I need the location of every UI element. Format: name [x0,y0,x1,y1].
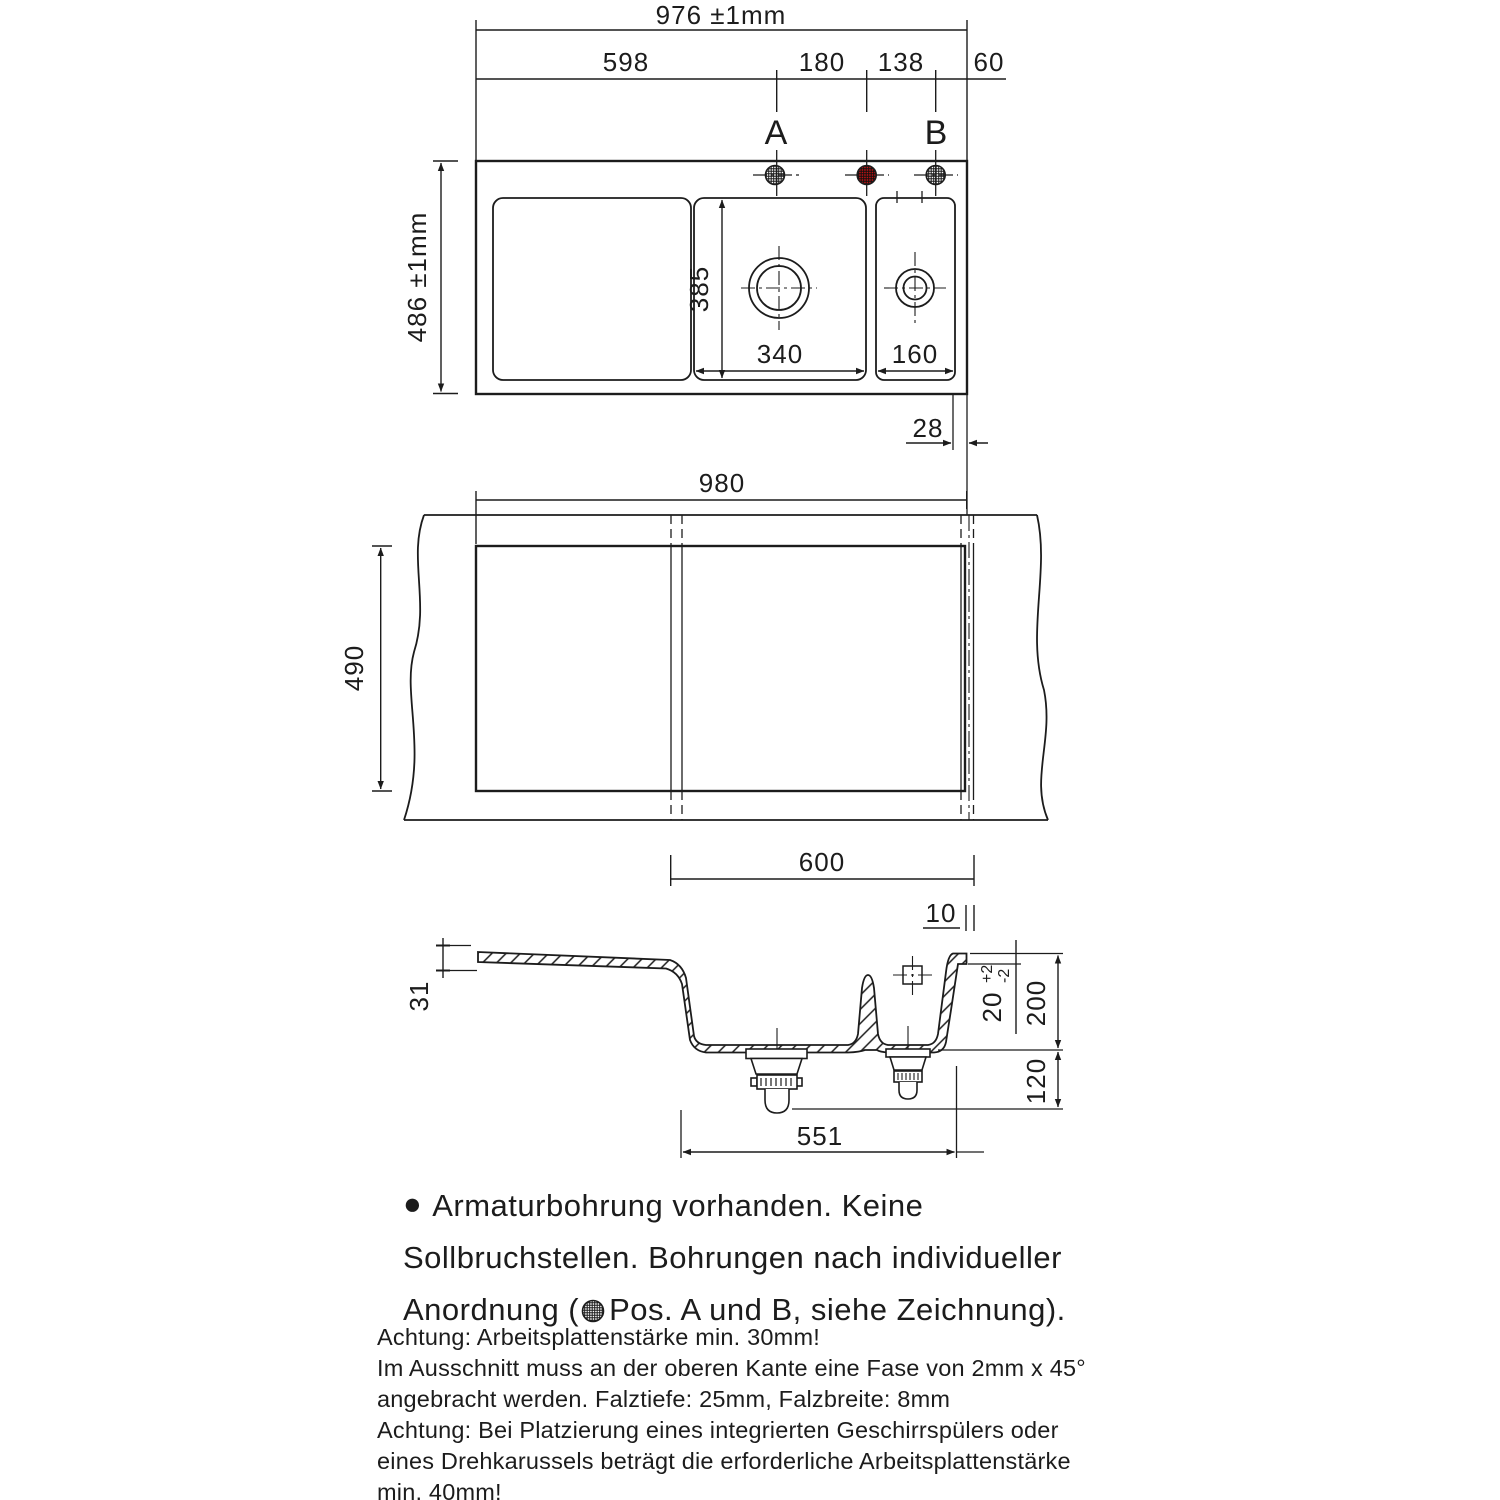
dim-180-text: 180 [798,47,846,77]
dim-31-text: 31 [404,980,434,1012]
notes-secondary [377,1322,1197,1500]
dim-340-text: 340 [756,339,804,369]
dim-600-text: 600 [798,847,846,877]
faucet-hole-b [914,166,958,185]
dim-sink-height [402,161,458,394]
hole-a-label: A [764,114,788,152]
dim-segment-chain [476,47,1006,112]
dim-overall-width-text: 976 ±1mm [655,0,787,30]
faucet-hole-a [753,166,799,185]
drainboard-outline [493,198,691,380]
dim-20-text: 20 [977,991,1007,1023]
dim-cabinet-width [671,847,974,886]
dim-under-depth [792,1052,1063,1109]
dim-10-text: 10 [925,898,957,928]
dim-28-text: 28 [912,413,944,443]
notes-primary-line3: Anordnung ( Pos. A und B, siehe Zeichnung). [403,1284,1183,1339]
dim-overhang [923,898,974,931]
dim-cutout-depth [339,546,392,791]
notes-primary-line1: ● Armaturbohrung vorhanden. Keine [403,1180,1183,1232]
dim-bowl-main-width [696,339,864,371]
cutout-rect [476,546,965,791]
hole-position-labels [765,114,948,196]
notes-secondary-line6: min. 40mm! [377,1479,502,1500]
cabinet-lines-left [671,515,682,820]
top-view [402,0,1006,515]
dim-980-text: 980 [698,468,746,498]
section-body [478,952,967,1053]
notes-secondary-line2: Im Ausschnitt muss an der oberen Kante eine Fase von 2mm x 45° [377,1355,1086,1381]
dim-200-text: 200 [1021,979,1051,1027]
dim-551-text: 551 [796,1121,844,1151]
worktop-outline [404,515,1048,820]
bullet-icon: ● [403,1186,423,1221]
dim-60-text: 60 [973,47,1005,77]
notes-primary [403,1180,1183,1339]
hole-b-label: B [924,114,948,152]
notes-secondary-line1: Achtung: Arbeitsplattenstärke min. 30mm! [377,1324,820,1350]
dim-20-tol-plus: +2 [979,964,996,983]
dim-385-text: 385 [684,265,714,313]
small-strainer [886,1026,930,1099]
dim-edge-offset [906,394,988,515]
notes-secondary-line3: angebracht werden. Falztiefe: 25mm, Falzbreite: 8mm [377,1386,951,1412]
break-line-right [1037,515,1048,820]
dim-cutout-width [476,468,967,544]
dim-20-tol-minus: -2 [996,968,1013,983]
dim-598-text: 598 [602,47,650,77]
notes-secondary-line4: Achtung: Bei Platzierung eines integrierten Geschirrspülers oder [377,1417,1059,1443]
cutout-view [339,468,1048,931]
dim-drain-span [681,1066,984,1158]
dim-138-text: 138 [877,47,925,77]
break-line-left [404,515,424,820]
overflow-marker [893,956,933,996]
faucet-hole-red [845,166,889,185]
dim-overall-width [476,0,967,161]
main-strainer [746,1028,807,1113]
small-drain [884,252,946,324]
dim-490-text: 490 [339,644,369,692]
dim-120-text: 120 [1021,1057,1051,1105]
dim-bowl-small-width [878,339,953,371]
dim-bowl-length [684,200,722,378]
main-drain [741,246,817,330]
notes-secondary-line5: eines Drehkarussels beträgt die erforderliche Arbeitsplattenstärke [377,1448,1071,1474]
cabinet-lines-right [961,515,974,820]
notes-primary-line2: Sollbruchstellen. Bohrungen nach individueller [403,1240,1062,1275]
dim-front-height [404,938,477,1011]
dim-486-text: 486 ±1mm [402,211,432,343]
section-view [404,938,1063,1158]
dim-160-text: 160 [891,339,939,369]
